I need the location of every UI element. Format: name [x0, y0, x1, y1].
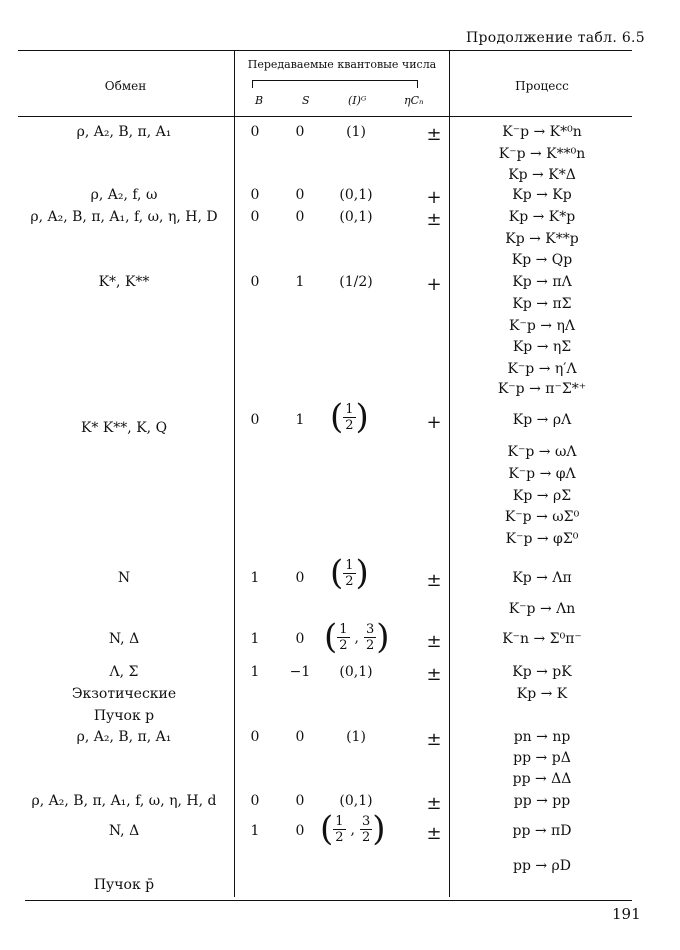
table-row — [0, 167, 680, 189]
table-row — [0, 466, 680, 488]
cell-process: Kp → πΛ — [512, 274, 572, 290]
cell-s: 0 — [295, 631, 305, 647]
isospin-half-2: ( $\frac{1}{2}$ ) — [330, 553, 369, 593]
cell-eta: + — [426, 274, 442, 295]
cell-eta: ± — [426, 570, 442, 591]
cell-exchange: N — [117, 570, 131, 586]
header-process: Процесс — [515, 79, 569, 93]
cell-b: 0 — [250, 124, 260, 140]
table-row — [0, 750, 680, 772]
cell-i: (0,1) — [339, 187, 373, 203]
cell-s: 0 — [295, 570, 305, 586]
cell-process: Kp → Λπ — [512, 570, 572, 586]
table-row — [0, 339, 680, 361]
cell-i: (0,1) — [339, 664, 373, 680]
cell-s: 1 — [295, 412, 305, 428]
cell-b: 0 — [250, 209, 260, 225]
cell-process: pp → pp — [513, 793, 571, 809]
cell-process: Kp → pK — [512, 664, 572, 680]
cell-process: Kp → ρΛ — [512, 412, 572, 428]
cell-s: 0 — [295, 209, 305, 225]
header-s: S — [302, 94, 310, 107]
cell-eta: ± — [426, 793, 442, 814]
table-row — [0, 146, 680, 168]
cell-exchange: N, Δ — [108, 631, 140, 647]
cell-exchange: K*, K** — [98, 274, 150, 290]
table-row — [0, 187, 680, 209]
cell-process: K⁻p → Λn — [508, 601, 576, 617]
header-bracket-left — [252, 80, 253, 88]
cell-process: K⁻p → K*⁰n — [502, 124, 582, 140]
cell-process: K⁻p → K**⁰n — [498, 146, 586, 162]
cell-exchange: N, Δ — [108, 823, 140, 839]
header-top-rule — [18, 50, 632, 51]
table-row — [0, 664, 680, 686]
cell-b: 1 — [250, 570, 260, 586]
header-quantum-numbers: Передаваемые квантовые числа — [247, 58, 437, 71]
table-row — [0, 488, 680, 510]
isospin-pair-1: ( $\frac{1}{2}$ , $\frac{3}{2}$ ) — [324, 617, 390, 657]
cell-b: 0 — [250, 412, 260, 428]
cell-process: K⁻p → φΣ⁰ — [505, 531, 579, 547]
cell-b: 1 — [250, 631, 260, 647]
cell-exchange: ρ, A₂, B, π, A₁, f, ω, η, H, d — [31, 793, 217, 809]
cell-eta: + — [426, 187, 442, 208]
cell-process: Kp → πΣ — [512, 296, 572, 312]
table-bottom-rule — [25, 900, 632, 901]
table-row — [0, 509, 680, 531]
exchange-label-kq: K* K**, K, Q — [80, 420, 168, 436]
table-row — [0, 877, 680, 899]
page-number: 191 — [612, 905, 641, 923]
table-row — [0, 361, 680, 383]
cell-exchange: Пучок p̄ — [93, 877, 155, 893]
header-bracket-line — [252, 80, 418, 81]
cell-exchange: Пучок p — [93, 708, 155, 724]
cell-exchange: Экзотические — [71, 686, 177, 702]
cell-process: pp → ρD — [512, 858, 571, 874]
cell-process: Kp → K*p — [508, 209, 576, 225]
cell-eta: ± — [426, 631, 442, 652]
cell-b: 0 — [250, 274, 260, 290]
table-row — [0, 444, 680, 466]
cell-process: Kp → K — [516, 686, 568, 702]
cell-i: (1/2) — [339, 274, 373, 290]
cell-process: K⁻p → ωΣ⁰ — [504, 509, 580, 525]
cell-i: (0,1) — [339, 209, 373, 225]
cell-process: pp → πD — [512, 823, 572, 839]
cell-b: 1 — [250, 664, 260, 680]
header-bracket-right — [417, 80, 418, 88]
cell-process: Kp → K*Δ — [508, 167, 576, 183]
isospin-pair-2: ( $\frac{1}{2}$ , $\frac{3}{2}$ ) — [320, 809, 386, 849]
cell-process: K⁻p → ωΛ — [507, 444, 577, 460]
cell-process: Kp → Qp — [511, 252, 573, 268]
cell-exchange: Λ, Σ — [109, 664, 139, 680]
header-etacn: ηCₙ — [404, 94, 424, 107]
cell-s: 0 — [295, 124, 305, 140]
cell-b: 0 — [250, 187, 260, 203]
header-exchange: Обмен — [104, 79, 147, 93]
header-ig: (I)ᴳ — [348, 94, 367, 107]
cell-s: 0 — [295, 823, 305, 839]
cell-exchange: ρ, A₂, B, π, A₁, f, ω, η, H, D — [30, 209, 218, 225]
table-row — [0, 771, 680, 793]
cell-b: 0 — [250, 729, 260, 745]
cell-process: Kp → ρΣ — [512, 488, 572, 504]
table-row — [0, 708, 680, 730]
table-row — [0, 252, 680, 274]
table-row — [0, 231, 680, 253]
header-b: B — [255, 94, 264, 107]
cell-process: pp → ΔΔ — [512, 771, 572, 787]
cell-i: (1) — [346, 124, 366, 140]
cell-b: 0 — [250, 793, 260, 809]
table-row — [0, 274, 680, 296]
table-row — [0, 686, 680, 708]
cell-s: 0 — [295, 729, 305, 745]
cell-eta: ± — [426, 209, 442, 230]
cell-process: K⁻p → π⁻Σ*⁺ — [497, 381, 587, 397]
cell-b: 1 — [250, 823, 260, 839]
cell-process: pp → pΔ — [513, 750, 571, 766]
table-row — [0, 124, 680, 146]
cell-i: (1) — [346, 729, 366, 745]
cell-process: pn → np — [513, 729, 571, 745]
table-row — [0, 531, 680, 553]
cell-exchange: ρ, A₂, B, π, A₁ — [76, 124, 172, 140]
cell-process: Kp → Kp — [512, 187, 572, 203]
continuation-title: Продолжение табл. 6.5 — [466, 30, 645, 46]
cell-exchange: ρ, A₂, B, π, A₁ — [76, 729, 172, 745]
cell-process: Kp → K**p — [505, 231, 579, 247]
cell-process: K⁻p → ηΛ — [509, 318, 575, 334]
cell-s: 0 — [295, 793, 305, 809]
header-bottom-rule — [18, 116, 632, 117]
cell-process: Kp → ηΣ — [512, 339, 572, 355]
cell-process: K⁻n → Σ⁰π⁻ — [502, 631, 582, 647]
cell-eta: ± — [426, 729, 442, 750]
cell-s: −1 — [289, 664, 311, 680]
cell-eta: ± — [426, 124, 442, 145]
cell-process: K⁻p → η′Λ — [507, 361, 577, 377]
cell-s: 0 — [295, 187, 305, 203]
table-row — [0, 729, 680, 751]
cell-process: K⁻p → φΛ — [508, 466, 576, 482]
cell-eta: + — [426, 412, 442, 433]
table-row — [0, 318, 680, 340]
cell-eta: ± — [426, 664, 442, 685]
cell-i: (0,1) — [339, 793, 373, 809]
table-row — [0, 209, 680, 231]
table-row — [0, 296, 680, 318]
isospin-half-1: ( $\frac{1}{2}$ ) — [330, 397, 369, 437]
cell-s: 1 — [295, 274, 305, 290]
cell-exchange: ρ, A₂, f, ω — [90, 187, 158, 203]
cell-eta: ± — [426, 823, 442, 844]
